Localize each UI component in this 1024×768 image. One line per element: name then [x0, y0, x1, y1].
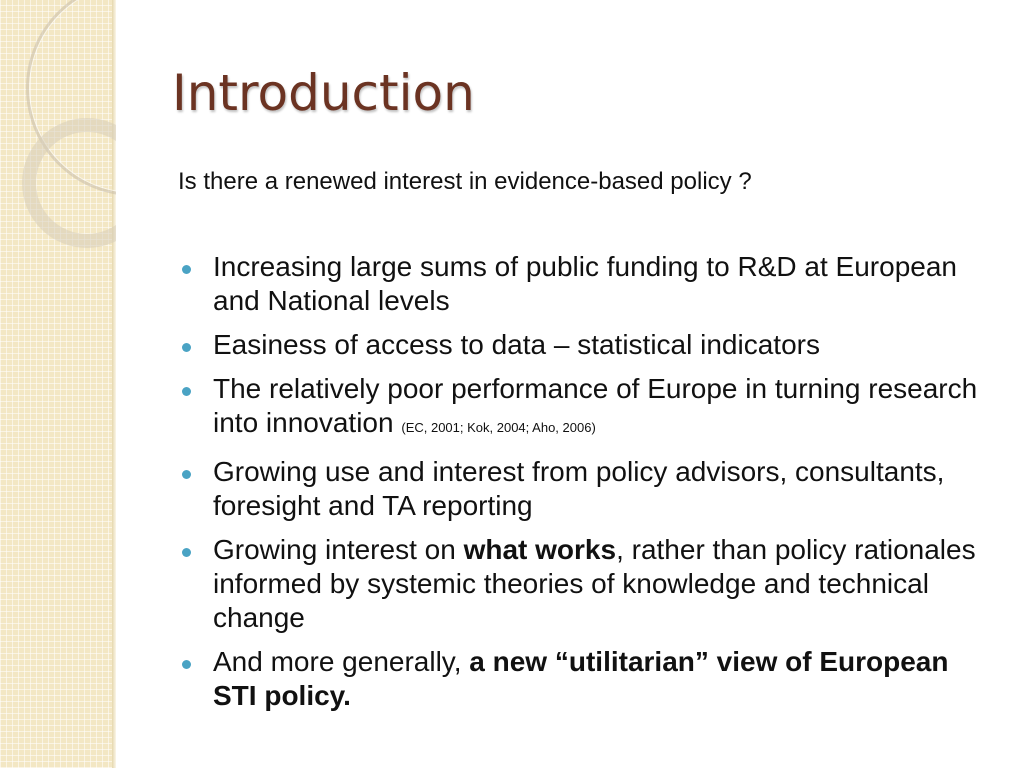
bullet-text-post: , rather than policy rationales informed by systemic theories of knowledge and technical change [213, 534, 976, 633]
bullet-dot-icon [182, 660, 191, 669]
bullet-dot-icon [182, 470, 191, 479]
bullet-dot-icon [182, 265, 191, 274]
bullet-text: Easiness of access to data – statistical indicators [213, 329, 820, 360]
bullet-dot-icon [182, 548, 191, 557]
bullet-citation: (EC, 2001; Kok, 2004; Aho, 2006) [401, 420, 596, 435]
bullet-item-data-access [180, 328, 995, 362]
bullet-dot-icon [182, 343, 191, 352]
bullet-item-utilitarian-view [180, 645, 995, 713]
bullet-text-bold: a new “utilitarian” view of European STI policy. [213, 646, 949, 711]
slide-title: Introduction [172, 64, 475, 122]
bullet-dot-icon [182, 387, 191, 396]
bullet-text-bold: what works [463, 534, 617, 565]
small-ring-decoration [22, 118, 116, 248]
bullet-text-pre: Growing interest on [213, 534, 464, 565]
bullet-text: Growing use and interest from policy advisors, consultants, foresight and TA reporting [213, 456, 945, 521]
bullet-text: The relatively poor performance of Europe in turning research into innovation [213, 373, 978, 438]
bullet-item-policy-advisors [180, 455, 995, 523]
bullet-item-public-funding [180, 250, 995, 318]
bullet-item-europe-performance [180, 372, 995, 445]
bullet-item-what-works [180, 533, 995, 635]
decorative-rings [0, 0, 116, 768]
bullet-list [180, 250, 995, 723]
bullet-text-pre: And more generally, [213, 646, 470, 677]
slide-subtitle: Is there a renewed interest in evidence-based policy ? [178, 168, 752, 195]
bullet-text: Increasing large sums of public funding to R&D at European and National levels [213, 251, 957, 316]
